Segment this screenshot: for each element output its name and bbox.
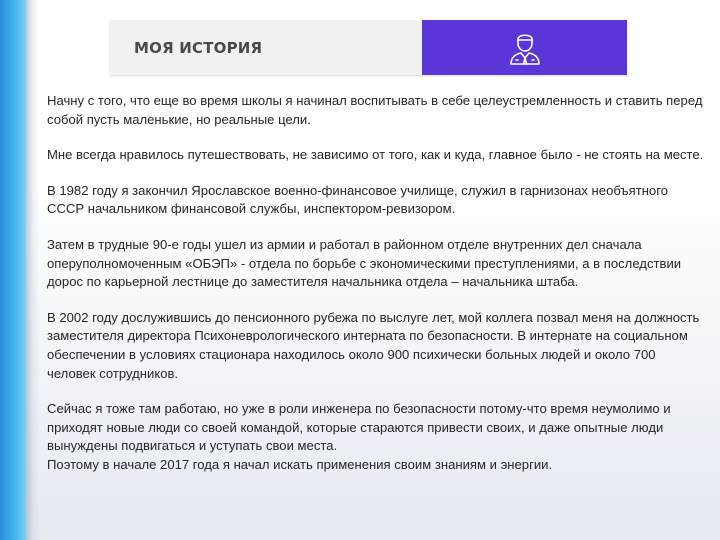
paragraph: Начну с того, что еще во время школы я начинал воспитывать в себе целеустремленность и ставить перед собой пусть маленькие, но реальные цели.	[47, 93, 703, 127]
slide-header	[110, 20, 627, 75]
left-accent-band	[0, 0, 26, 540]
paragraph: Поэтому в начале 2017 года я начал искать применения своим знаниям и энергии.	[47, 456, 553, 472]
paragraph: В 2002 году дослужившись до пенсионного рубежа по выслуге лет, мой коллега позвал меня на должность заместителя директора Психоневрологического интерната по безопасности. В интернате на социальном обеспечении в условиях стационара находилось около 900 психически больных людей и около 700 человек сотрудников.	[47, 309, 700, 381]
paragraph: Затем в трудные 90-е годы ушел из армии и работал в районном отделе внутренних дел сначала оперуполномоченным «ОБЭП» - отдела по борьбе с экономическими преступлениями, а в последствии дорос по карьерной лестнице до заместителя начальника отдела – начальника штаба.	[47, 236, 682, 290]
left-band-shadow	[26, 0, 40, 540]
paragraph: Сейчас я тоже там работаю, но уже в роли инженера по безопасности потому-что время неумолимо и приходят новые люди со своей командой, которые стараются привести своих, и даже опытные люди вынуждены подвигаться и уступать свои места.	[47, 401, 671, 454]
paragraph: Мне всегда нравилось путешествовать, не зависимо от того, как и куда, главное было - не стоять на месте.	[47, 147, 704, 163]
slide-title: МОЯ ИСТОРИЯ	[134, 38, 263, 57]
person-icon	[508, 30, 542, 66]
header-icon-box	[422, 20, 627, 75]
story-text	[47, 92, 707, 475]
header-title-box	[110, 20, 422, 75]
paragraph: В 1982 году я закончил Ярославское военно-финансовое училище, служил в гарнизонах необъятного СССР начальником финансовой службы, инспектором-ревизором.	[47, 182, 668, 217]
